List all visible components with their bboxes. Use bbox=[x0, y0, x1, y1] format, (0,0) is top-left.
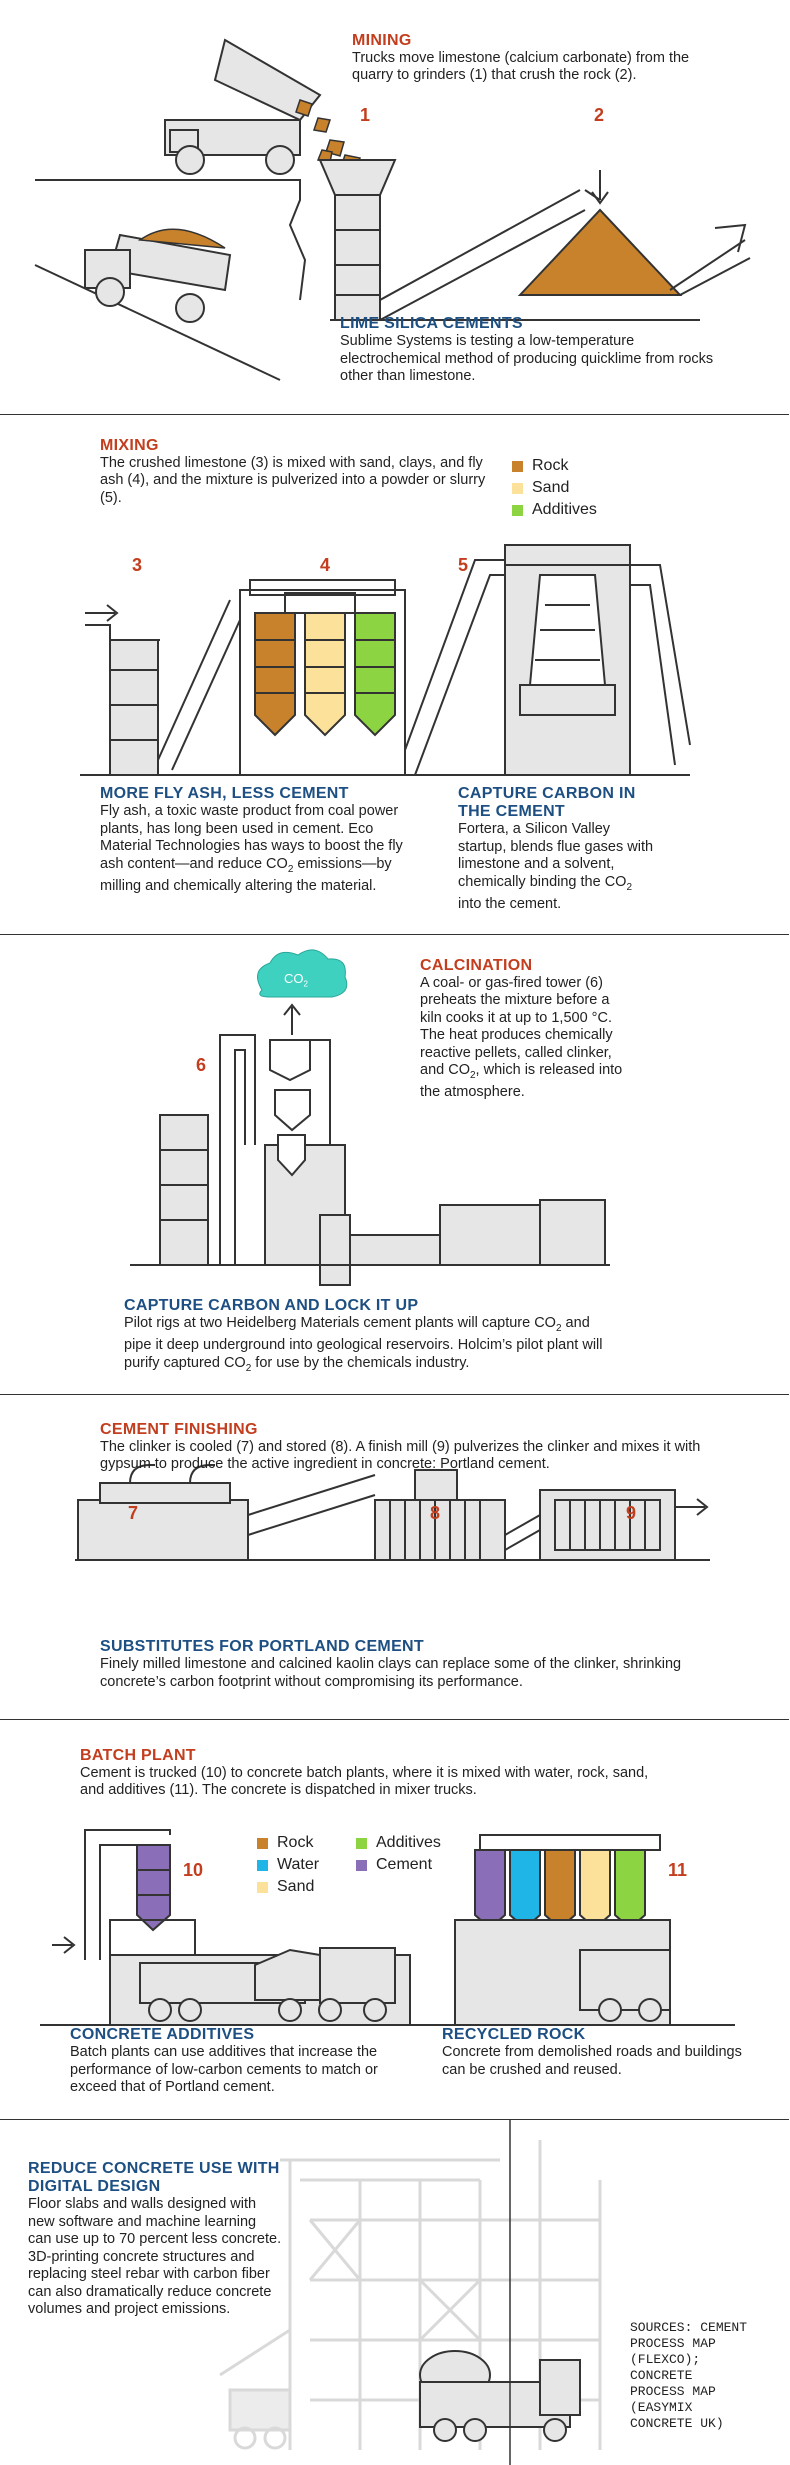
finishing-panel bbox=[0, 1395, 789, 1720]
grinder bbox=[320, 160, 395, 320]
label-6: 6 bbox=[196, 1055, 207, 1075]
capture-cement-title: CAPTURE CARBON IN THE CEMENT bbox=[458, 785, 636, 820]
label-2: 2 bbox=[594, 105, 605, 125]
sources: SOURCES: CEMENT PROCESS MAP (FLEXCO); CONCRETE PROCESS MAP (EASYMIX CONCRETE UK) bbox=[630, 2320, 748, 2431]
batch-legend-col2 bbox=[356, 1832, 441, 1876]
capture-cement-block bbox=[458, 785, 658, 913]
lock-carbon-desc: Pilot rigs at two Heidelberg Materials cement plants will capture $CO_2$ and pipe it deep underground into geological reservoirs. Holcim’s pilot plant will purify captured $CO_2$ for use by the chemicals industry. bbox=[124, 1315, 603, 1374]
legend-rock: Rock bbox=[257, 1832, 319, 1854]
digital-text-block bbox=[28, 2160, 283, 2319]
co2-label: $CO_2$ bbox=[284, 971, 308, 989]
recycled-rock-block bbox=[442, 2026, 742, 2079]
capture-cement-desc: Fortera, a Silicon Valley startup, blends flue gases with limestone and a solvent, chemically binding the $CO_2$ into the cement. bbox=[458, 821, 654, 912]
mining-desc: Trucks move limestone (calcium carbonate) from the quarry to grinders (1) that crush the rock (2). bbox=[352, 49, 690, 83]
lime-silica-title: LIME SILICA CEMENTS bbox=[340, 315, 523, 332]
mining-panel bbox=[0, 0, 789, 415]
legend-cement: Cement bbox=[356, 1854, 441, 1876]
substitutes-block bbox=[100, 1638, 700, 1691]
label-9: 9 bbox=[626, 1503, 637, 1523]
finishing-desc: The clinker is cooled (7) and stored (8). A finish mill (9) pulverizes the clinker and mixes it with gypsum to produce the active ingredient in concrete: Portland cement. bbox=[100, 1438, 701, 1472]
substitutes-title: SUBSTITUTES FOR PORTLAND CEMENT bbox=[100, 1638, 424, 1655]
label-8: 8 bbox=[430, 1503, 441, 1523]
substitutes-desc: Finely milled limestone and calcined kaolin clays can replace some of the clinker, shrinking concrete’s carbon footprint without compromising its performance. bbox=[100, 1656, 682, 1690]
concrete-additives-title: CONCRETE ADDITIVES bbox=[70, 2026, 255, 2043]
legend-sand: Sand bbox=[257, 1876, 319, 1898]
digital-panel bbox=[0, 2120, 789, 2465]
label-1: 1 bbox=[360, 105, 371, 125]
finishing-text-block bbox=[100, 1421, 740, 1474]
label-11: 11 bbox=[668, 1860, 688, 1880]
label-5: 5 bbox=[458, 555, 469, 575]
batch-panel bbox=[0, 1720, 789, 2120]
fly-ash-desc: Fly ash, a toxic waste product from coal power plants, has long been used in cement. Eco Material Technologies has ways to boost the fly ash content—and reduce $CO_2$ emissions—by milling and chemically altering the material. bbox=[100, 803, 403, 894]
mixer-truck bbox=[420, 2351, 580, 2441]
silos bbox=[255, 613, 395, 735]
batch-title: BATCH PLANT bbox=[80, 1747, 196, 1764]
lock-carbon-block bbox=[124, 1297, 614, 1377]
batch-desc: Cement is trucked (10) to concrete batch plants, where it is mixed with water, rock, sand, and additives (11). The concrete is dispatched in mixer trucks. bbox=[80, 1764, 649, 1798]
mixing-text-block bbox=[100, 437, 500, 507]
calcination-panel bbox=[0, 935, 789, 1395]
rock-pile bbox=[520, 210, 680, 295]
calcination-text-block bbox=[420, 957, 635, 1102]
calcination-title: CALCINATION bbox=[420, 957, 533, 974]
fly-ash-title: MORE FLY ASH, LESS CEMENT bbox=[100, 785, 349, 802]
mining-title: MINING bbox=[352, 32, 412, 49]
batch-legend-col1 bbox=[257, 1832, 319, 1898]
label-4: 4 bbox=[320, 555, 331, 575]
batch-silos bbox=[475, 1850, 645, 1928]
legend-rock: Rock bbox=[512, 455, 597, 477]
mining-text-block bbox=[352, 32, 732, 85]
digital-title: REDUCE CONCRETE USE WITH DIGITAL DESIGN bbox=[28, 2160, 280, 2195]
legend-water: Water bbox=[257, 1854, 319, 1876]
label-7: 7 bbox=[128, 1503, 139, 1523]
recycled-rock-desc: Concrete from demolished roads and buildings can be crushed and reused. bbox=[442, 2044, 742, 2078]
dump-truck-bottom bbox=[85, 229, 230, 322]
mixing-desc: The crushed limestone (3) is mixed with sand, clays, and fly ash (4), and the mixture is pulverized into a powder or slurry (5). bbox=[100, 454, 486, 506]
legend-additives: Additives bbox=[512, 499, 597, 521]
legend-additives: Additives bbox=[356, 1832, 441, 1854]
mixing-legend bbox=[512, 455, 597, 521]
lime-silica-desc: Sublime Systems is testing a low-temperature electrochemical method of producing quicklime from rocks other than limestone. bbox=[340, 333, 714, 384]
concrete-additives-desc: Batch plants can use additives that increase the performance of low-carbon cements to match or exceed that of Portland cement. bbox=[70, 2044, 378, 2095]
legend-sand: Sand bbox=[512, 477, 597, 499]
lock-carbon-title: CAPTURE CARBON AND LOCK IT UP bbox=[124, 1297, 419, 1314]
batch-text-block bbox=[80, 1747, 660, 1800]
digital-desc: Floor slabs and walls designed with new software and machine learning can use up to 70 percent less concrete. 3D-printing concrete structures and replacing steel rebar with carbon fiber can also dramatically reduce concrete volumes and project emissions. bbox=[28, 2196, 282, 2317]
label-10: 10 bbox=[183, 1860, 204, 1880]
label-3: 3 bbox=[132, 555, 143, 575]
fly-ash-block bbox=[100, 785, 410, 895]
mixing-title: MIXING bbox=[100, 437, 159, 454]
dump-truck-top bbox=[165, 40, 320, 174]
finishing-title: CEMENT FINISHING bbox=[100, 1421, 258, 1438]
mixing-panel bbox=[0, 415, 789, 935]
calcination-desc: A coal- or gas-fired tower (6) preheats the mixture before a kiln cooks it at up to 1,500 °C. The heat produces chemically reactive pellets, called clinker, and $CO_2$, which is released into the atmosphere. bbox=[420, 974, 623, 1101]
concrete-additives-block bbox=[70, 2026, 415, 2097]
lime-silica-block bbox=[340, 315, 720, 386]
recycled-rock-title: RECYCLED ROCK bbox=[442, 2026, 586, 2043]
falling-rocks bbox=[296, 100, 360, 168]
